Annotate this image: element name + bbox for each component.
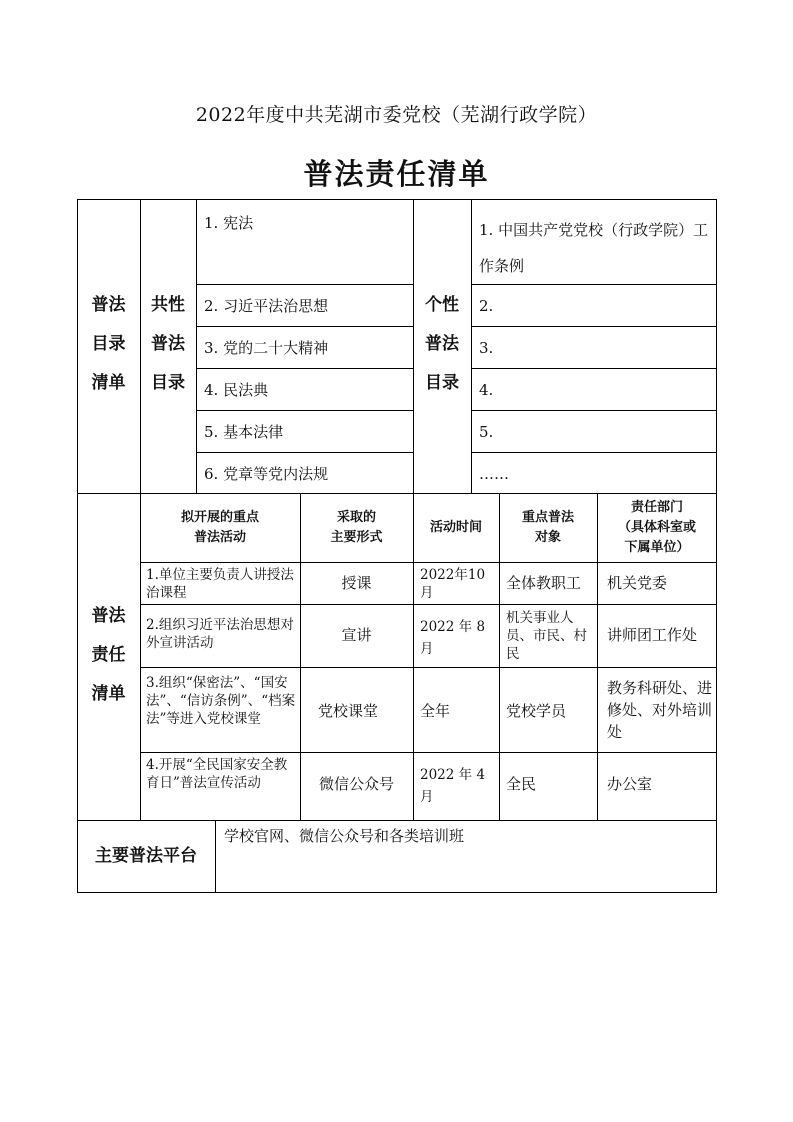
row2-dept: 讲师团工作处 (607, 626, 698, 644)
divider (196, 410, 413, 411)
personal-item: 5. (479, 423, 494, 441)
label-line: 普法 (91, 606, 126, 626)
platform-label: 主要普法平台 (95, 846, 197, 866)
row2-form: 宣讲 (341, 626, 372, 644)
personal-item: 4. (479, 381, 494, 399)
divider (471, 452, 717, 453)
divider (77, 493, 717, 494)
label-line: 清单 (91, 684, 126, 704)
label-line: 个性 (425, 295, 459, 315)
header-dept: 责任部门 （具体科室或 下属单位） (617, 500, 696, 555)
row2-activity: 2.组织习近平法治思想对外宣讲活动 (146, 617, 294, 651)
row2-time: 2022 年 8 月 (420, 619, 486, 657)
row4-activity: 4.开展“全民国家安全教育日”普法宣传活动 (146, 757, 288, 791)
header-activity: 拟开展的重点 普法活动 (180, 510, 259, 545)
divider (196, 452, 413, 453)
row4-dept: 办公室 (607, 775, 653, 793)
common-item: 6. 党章等党内法规 (204, 465, 329, 483)
personal-item: 3. (479, 339, 494, 357)
platform-value: 学校官网、微信公众号和各类培训班 (224, 827, 465, 845)
row3-dept: 教务科研处、进修处、对外培训处 (607, 679, 713, 741)
row1-activity: 1.单位主要负责人讲授法治课程 (146, 567, 294, 601)
divider (196, 368, 413, 369)
divider (471, 368, 717, 369)
row3-time: 全年 (420, 702, 451, 720)
header-time: 活动时间 (429, 520, 482, 535)
personal-item: 2. (479, 297, 494, 315)
section2-label (77, 597, 140, 714)
common-item: 5. 基本法律 (204, 423, 284, 441)
label-line: 目录 (91, 334, 126, 354)
divider (215, 820, 216, 893)
divider (471, 326, 717, 327)
common-item: 1. 宪法 (204, 214, 254, 232)
divider (140, 752, 717, 753)
row1-time: 2022年10月 (420, 567, 486, 601)
divider (413, 493, 414, 820)
common-label (140, 286, 196, 403)
personal-label (413, 286, 471, 403)
divider (471, 199, 472, 493)
common-item: 3. 党的二十大精神 (204, 339, 329, 357)
common-item: 4. 民法典 (204, 381, 269, 399)
row1-form: 授课 (341, 574, 372, 592)
label-line: 普法 (151, 334, 185, 354)
divider (471, 410, 717, 411)
row3-form: 党校课堂 (318, 702, 379, 720)
document-subtitle: 普法责任清单 (303, 157, 490, 191)
row4-target: 全民 (506, 775, 537, 793)
row1-target: 全体教职工 (506, 574, 582, 592)
common-item: 2. 习近平法治思想 (204, 297, 329, 315)
row3-activity: 3.组织“保密法”、“国安法”、“信访条例”、“档案法”等进入党校课堂 (146, 675, 296, 727)
personal-item: …… (479, 465, 509, 483)
divider (140, 604, 717, 605)
divider (196, 326, 413, 327)
section1-label (77, 286, 140, 403)
header-target: 重点普法 对象 (521, 510, 574, 545)
label-line: 目录 (151, 373, 185, 393)
label-line: 共性 (151, 295, 185, 315)
divider (77, 820, 717, 821)
label-line: 目录 (425, 373, 459, 393)
label-line: 普法 (425, 334, 459, 354)
row4-form: 微信公众号 (318, 775, 394, 793)
divider (196, 284, 413, 285)
label-line: 普法 (91, 295, 126, 315)
header-form: 采取的 主要形式 (330, 510, 383, 545)
divider (196, 199, 197, 493)
divider (471, 284, 717, 285)
row1-dept: 机关党委 (607, 574, 668, 592)
row4-time: 2022 年 4 月 (420, 767, 486, 805)
personal-item: 1. 中国共产党党校（行政学院）工作条例 (479, 221, 709, 275)
label-line: 责任 (91, 645, 126, 665)
divider (140, 562, 717, 563)
row3-target: 党校学员 (506, 702, 567, 720)
row2-target: 机关事业人员、市民、村民 (506, 610, 587, 662)
document-title: 2022年度中共芜湖市委党校（芜湖行政学院） (195, 104, 598, 126)
divider (140, 667, 717, 668)
label-line: 清单 (91, 373, 126, 393)
